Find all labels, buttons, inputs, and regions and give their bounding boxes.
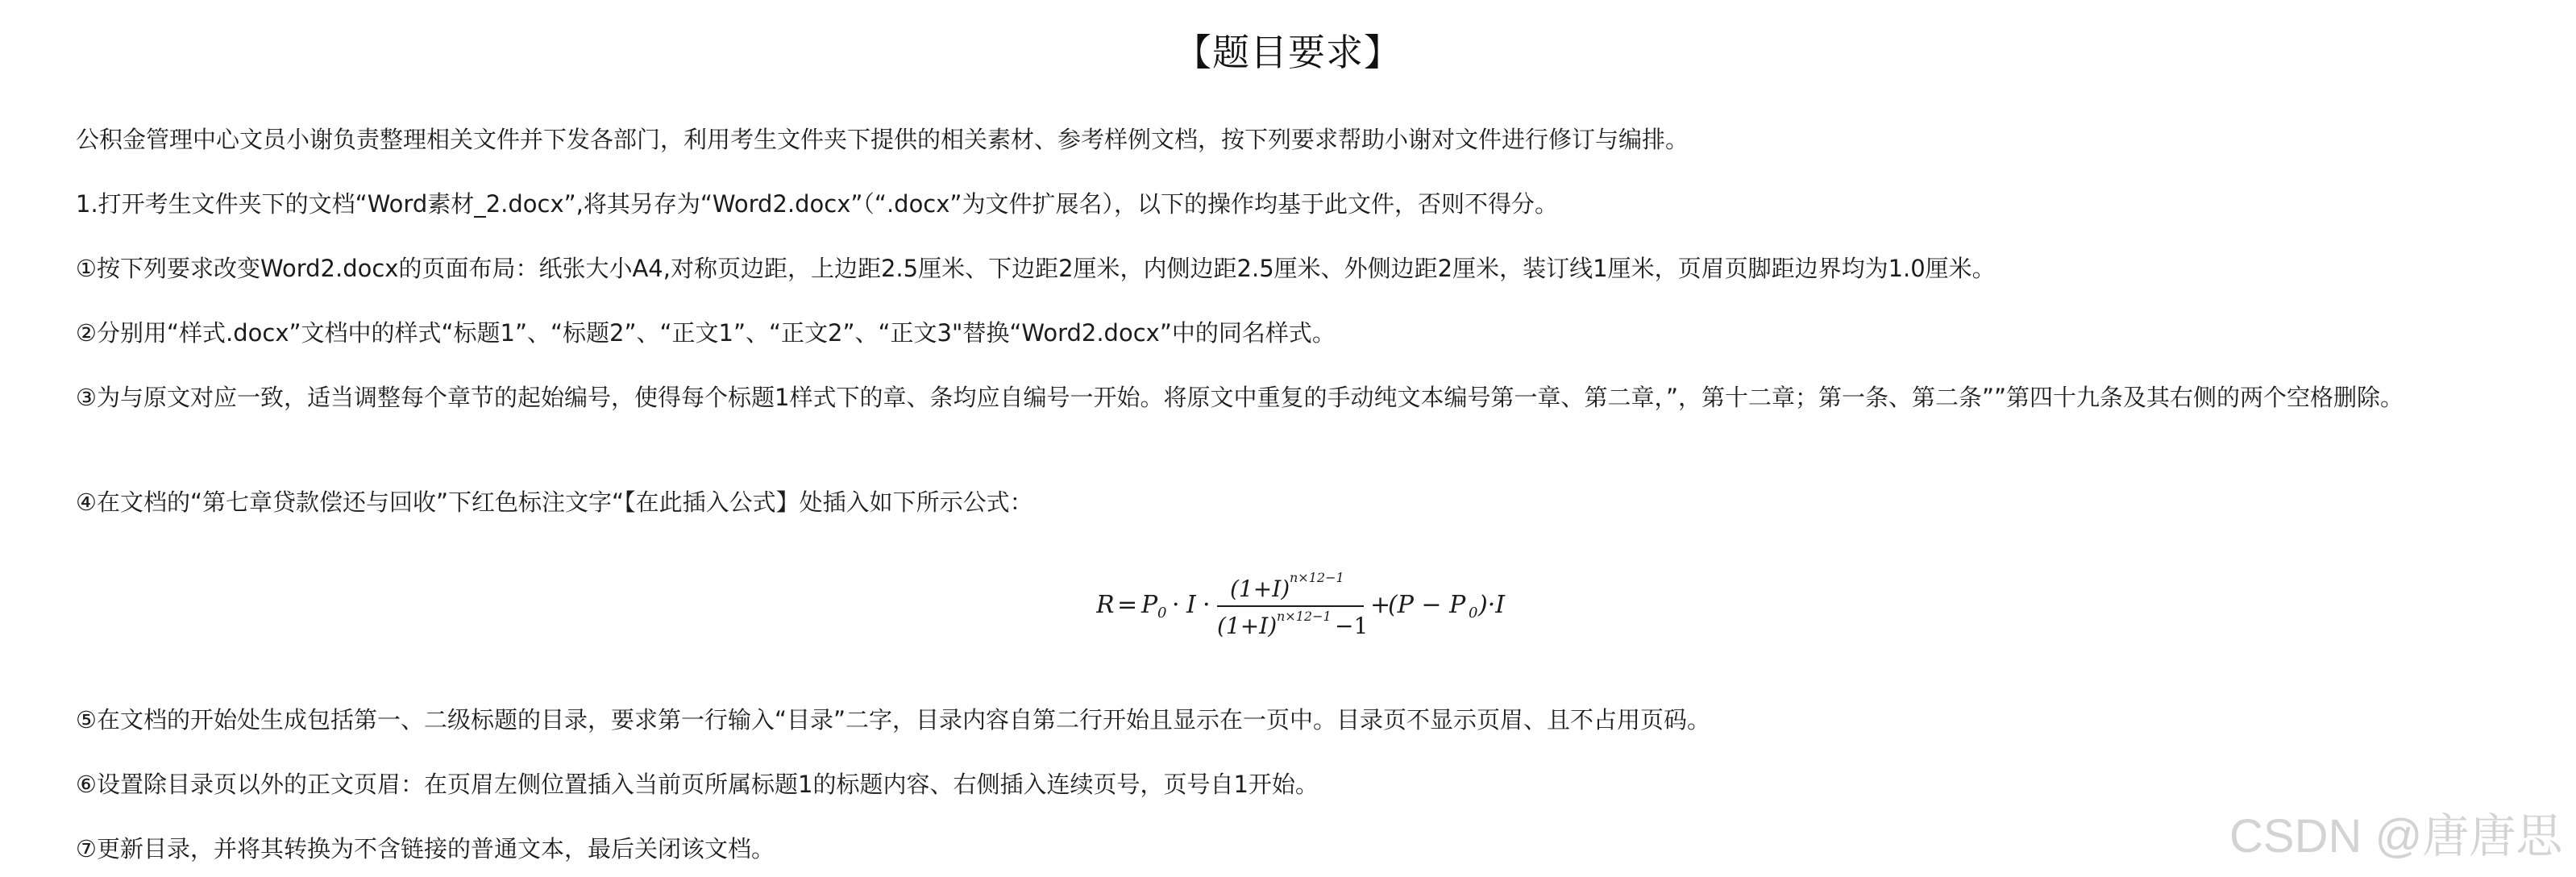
formula-dot-2: ·	[1203, 591, 1211, 619]
formula-p0-sub: 0	[1157, 605, 1167, 621]
step-1f-paragraph: ⑥设置除目录页以外的正文页眉：在页眉左侧位置插入当前页所属标题1的标题内容、右侧插入连续页号，页号自1开始。	[76, 771, 1319, 798]
csdn-watermark: CSDN @唐唐思	[2229, 810, 2563, 862]
formula-tail-close: )·I	[1478, 591, 1506, 619]
formula-tail-open: (P − P	[1388, 591, 1466, 619]
step-1a-paragraph: ①按下列要求改变Word2.docx的页面布局：纸张大小A4,对称页边距，上边距2.5厘米、下边距2厘米，内侧边距2.5厘米、外侧边距2厘米，装订线1厘米，页眉页脚距边界均为1.0厘米。	[76, 255, 1996, 282]
formula-plus: +	[1370, 591, 1391, 619]
formula-numerator-base: (1+I)	[1230, 576, 1290, 602]
formula-denominator-tail: −1	[1335, 613, 1369, 639]
step-1b-paragraph: ②分别用“样式.docx”文档中的样式“标题1”、“标题2”、“正文1”、“正文2”、“正文3"替换“Word2.docx”中的同名样式。	[76, 319, 1336, 347]
step-1e-paragraph: ⑤在文档的开始处生成包括第一、二级标题的目录，要求第一行输入“目录”二字，目录内容自第二行开始且显示在一页中。目录页不显示页眉、且不占用页码。	[76, 706, 1711, 734]
step-1d-paragraph: ④在文档的“第七章贷款偿还与回收”下红色标注文字“【在此插入公式】处插入如下所示公式：	[76, 488, 1033, 516]
step-1-paragraph: 1.打开考生文件夹下的文档“Word素材_2.docx”,将其另存为“Word2.docx”（“.docx”为文件扩展名），以下的操作均基于此文件，否则不得分。	[76, 190, 1558, 218]
formula-i: I	[1186, 591, 1196, 619]
formula-dot-1: ·	[1172, 591, 1180, 619]
formula-denominator-base: (1+I)	[1217, 613, 1278, 639]
formula-p0: P	[1141, 591, 1158, 619]
formula-numerator-exp: n×12−1	[1290, 570, 1344, 585]
step-1g-paragraph: ⑦更新目录，并将其转换为不含链接的普通文本，最后关闭该文档。	[76, 835, 775, 862]
intro-paragraph: 公积金管理中心文员小谢负责整理相关文件并下发各部门，利用考生文件夹下提供的相关素材、参考样例文档，按下列要求帮助小谢对文件进行修订与编排。	[76, 126, 1689, 153]
formula-lhs: R	[1096, 591, 1115, 619]
page-title: 【题目要求】	[1174, 31, 1402, 74]
formula-denominator-exp: n×12−1	[1277, 609, 1332, 624]
formula-tail-sub: 0	[1469, 605, 1478, 621]
formula-equals: =	[1117, 591, 1138, 619]
loan-repayment-formula	[1096, 564, 1515, 645]
step-1c-paragraph: ③为与原文对应一致，适当调整每个章节的起始编号，使得每个标题1样式下的章、条均应自编号一开始。将原文中重复的手动纯文本编号第一章、第二章，”，第十二章；第一条、第二条””第四十九条及其右侧的两个空格删除。	[76, 384, 2404, 411]
